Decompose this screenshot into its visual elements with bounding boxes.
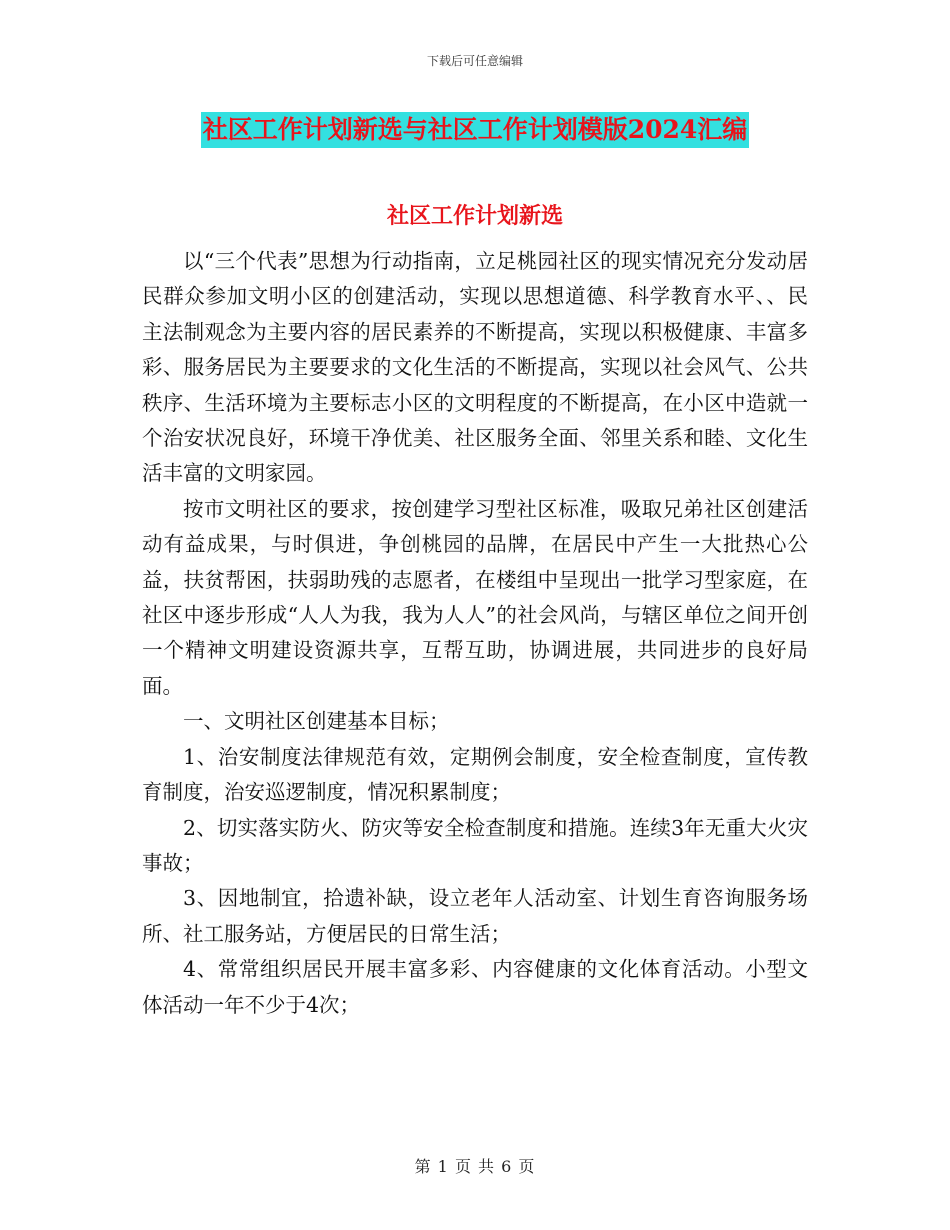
paragraph: 以“三个代表”思想为行动指南，立足桃园社区的现实情况充分发动居民群众参加文明小区的创建活动，实现以思想道德、科学教育水平、、民主法制观念为主要内容的居民素养的不断提高，实现以积极健康、丰富多彩、服务居民为主要要求的文化生活的不断提高，实现以社会风气、公共秩序、生活环境为主要标志小区的文明程度的不断提高，在小区中造就一个治安状况良好，环境干净优美、社区服务全面、邻里关系和睦、文化生活丰富的文明家园。 [142,249,808,486]
paragraph: 1、治安制度法律规范有效，定期例会制度，安全检查制度，宣传教育制度，治安巡逻制度，情况积累制度； [142,744,808,805]
paragraph: 2、切实落实防火、防灾等安全检查制度和措施。连续3年无重大火灾事故； [142,815,808,875]
page-header-note: 下载后可任意编辑 [426,54,523,68]
section-title: 社区工作计划新选 [386,203,563,229]
page-number: 第 1 页 共 6 页 [414,1157,536,1176]
document-body [142,244,808,1023]
paragraph: 一、文明社区创建基本目标； [183,709,450,734]
paragraph: 4、常常组织居民开展丰富多彩、内容健康的文化体育活动。小型文体活动一年不少于4次； [142,957,808,1017]
document-title: 社区工作计划新选与社区工作计划模版2024汇编 [201,112,750,148]
paragraph: 按市文明社区的要求，按创建学习型社区标准，吸取兄弟社区创建活动有益成果，与时俱进，争创桃园的品牌，在居民中产生一大批热心公益，扶贫帮困，扶弱助残的志愿者，在楼组中呈现出一批学习型家庭，在社区中逐步形成“人人为我，我为人人”的社会风尚，与辖区单位之间开创一个精神文明建设资源共享，互帮互助，协调进展，共同进步的良好局面。 [142,496,808,698]
document-title-container [0,112,950,148]
paragraph: 3、因地制宜，拾遗补缺，设立老年人活动室、计划生育咨询服务场所、社工服务站，方便居民的日常生活； [142,886,808,946]
